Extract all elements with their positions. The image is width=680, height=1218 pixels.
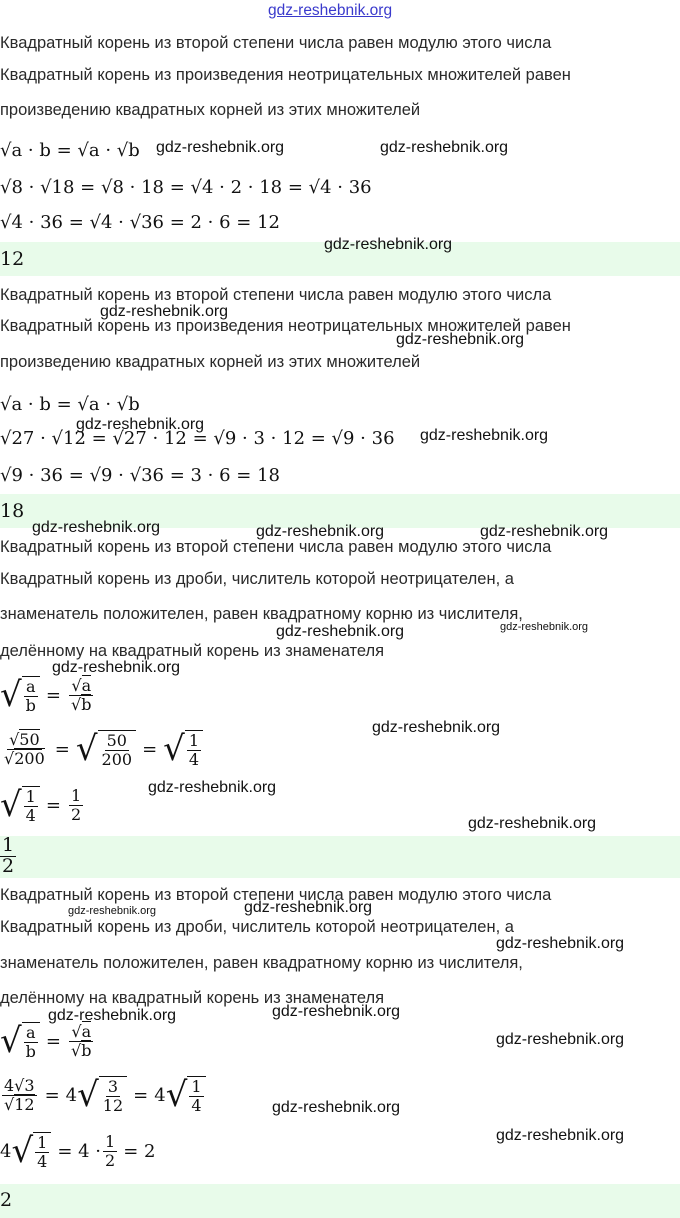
solution-step-1: √27 · √12 = √27 · 12 = √9 · 3 · 12 = √9 · 36 [0,428,395,449]
rule-fraction-line3: делённому на квадратный корень из знаменателя [0,642,385,660]
watermark: gdz-reshebnik.org [244,899,373,916]
watermark: gdz-reshebnik.org [156,139,285,156]
answer-value: 1 2 [2,836,15,877]
answer-value: 12 [0,248,25,270]
watermark: gdz-reshebnik.org [76,416,205,433]
watermark: gdz-reshebnik.org [272,1003,401,1020]
watermark: gdz-reshebnik.org [372,719,501,736]
watermark: gdz-reshebnik.org [380,139,509,156]
formula-product-rule: √a · b = √a · √b [0,394,140,415]
formula-product-rule: √a · b = √a · √b [0,140,140,161]
rule-modulus: Квадратный корень из второй степени числа равен модулю этого числа [0,34,552,52]
solution-step-1: √8 · √18 = √8 · 18 = √4 · 2 · 18 = √4 · 36 [0,177,372,198]
formula-fraction-rule: √ $\frac{a}{b}$ = $\frac{√a}{√b}$ [0,1021,92,1062]
watermark: gdz-reshebnik.org [468,815,597,832]
answer-value: 2 [0,1189,13,1211]
watermark: gdz-reshebnik.org [68,905,157,917]
watermark: gdz-reshebnik.org [496,1031,625,1048]
solution-step-1: $\frac{4√3}{√12}$ = 4 √ $\frac{3}{12}$ = 4 √ $\frac{1}{4}$ [0,1076,206,1114]
rule-fraction-line2: знаменатель положителен, равен квадратному корню из числителя, [0,605,523,623]
rule-modulus: Квадратный корень из второй степени числа равен модулю этого числа [0,538,552,556]
rule-product-line2: произведению квадратных корней из этих множителей [0,101,421,119]
answer-value: 18 [0,500,25,522]
rule-fraction-line1: Квадратный корень из дроби, числитель которой неотрицателен, а [0,570,514,588]
solution-step-1: $\frac{√50}{√200}$ = √ $\frac{50}{200}$ = √ $\frac{1}{4}$ [0,730,203,768]
watermark: gdz-reshebnik.org [500,621,589,633]
rule-product-line1: Квадратный корень из произведения неотрицательных множителей равен [0,66,571,84]
watermark: gdz-reshebnik.org [480,523,609,540]
rule-fraction-line1: Квадратный корень из дроби, числитель которой неотрицателен, а [0,918,514,936]
watermark: gdz-reshebnik.org [148,779,277,796]
watermark: gdz-reshebnik.org [324,236,453,253]
watermark: gdz-reshebnik.org [256,523,385,540]
watermark: gdz-reshebnik.org [48,1007,177,1024]
watermark: gdz-reshebnik.org [496,1127,625,1144]
solution-step-2: 4 √ $\frac{1}{4}$ = 4 · $\frac{1}{2}$ = 2 [0,1131,156,1172]
watermark: gdz-reshebnik.org [52,659,181,676]
watermark: gdz-reshebnik.org [496,935,625,952]
watermark: gdz-reshebnik.org [32,519,161,536]
rule-modulus: Квадратный корень из второй степени числа равен модулю этого числа [0,886,552,904]
watermark-top[interactable]: gdz-reshebnik.org [268,2,393,19]
solution-step-2: √9 · 36 = √9 · √36 = 3 · 6 = 18 [0,465,281,486]
rule-fraction-line2: знаменатель положителен, равен квадратному корню из числителя, [0,954,523,972]
watermark: gdz-reshebnik.org [100,303,229,320]
watermark: gdz-reshebnik.org [420,427,549,444]
formula-fraction-rule: √ $\frac{a}{b}$ = $\frac{√a}{√b}$ [0,675,92,716]
watermark: gdz-reshebnik.org [396,331,525,348]
rule-product-line2: произведению квадратных корней из этих множителей [0,353,421,371]
answer-band [0,1184,680,1218]
solution-step-2: √ $\frac{1}{4}$ = $\frac{1}{2}$ [0,785,82,826]
solution-step-2: √4 · 36 = √4 · √36 = 2 · 6 = 12 [0,212,281,233]
watermark: gdz-reshebnik.org [272,1099,401,1116]
rule-product-line1: Квадратный корень из произведения неотрицательных множителей равен [0,317,571,335]
rule-fraction-line3: делённому на квадратный корень из знаменателя [0,989,385,1007]
answer-band [0,836,680,878]
rule-modulus: Квадратный корень из второй степени числа равен модулю этого числа [0,286,552,304]
watermark: gdz-reshebnik.org [276,623,405,640]
